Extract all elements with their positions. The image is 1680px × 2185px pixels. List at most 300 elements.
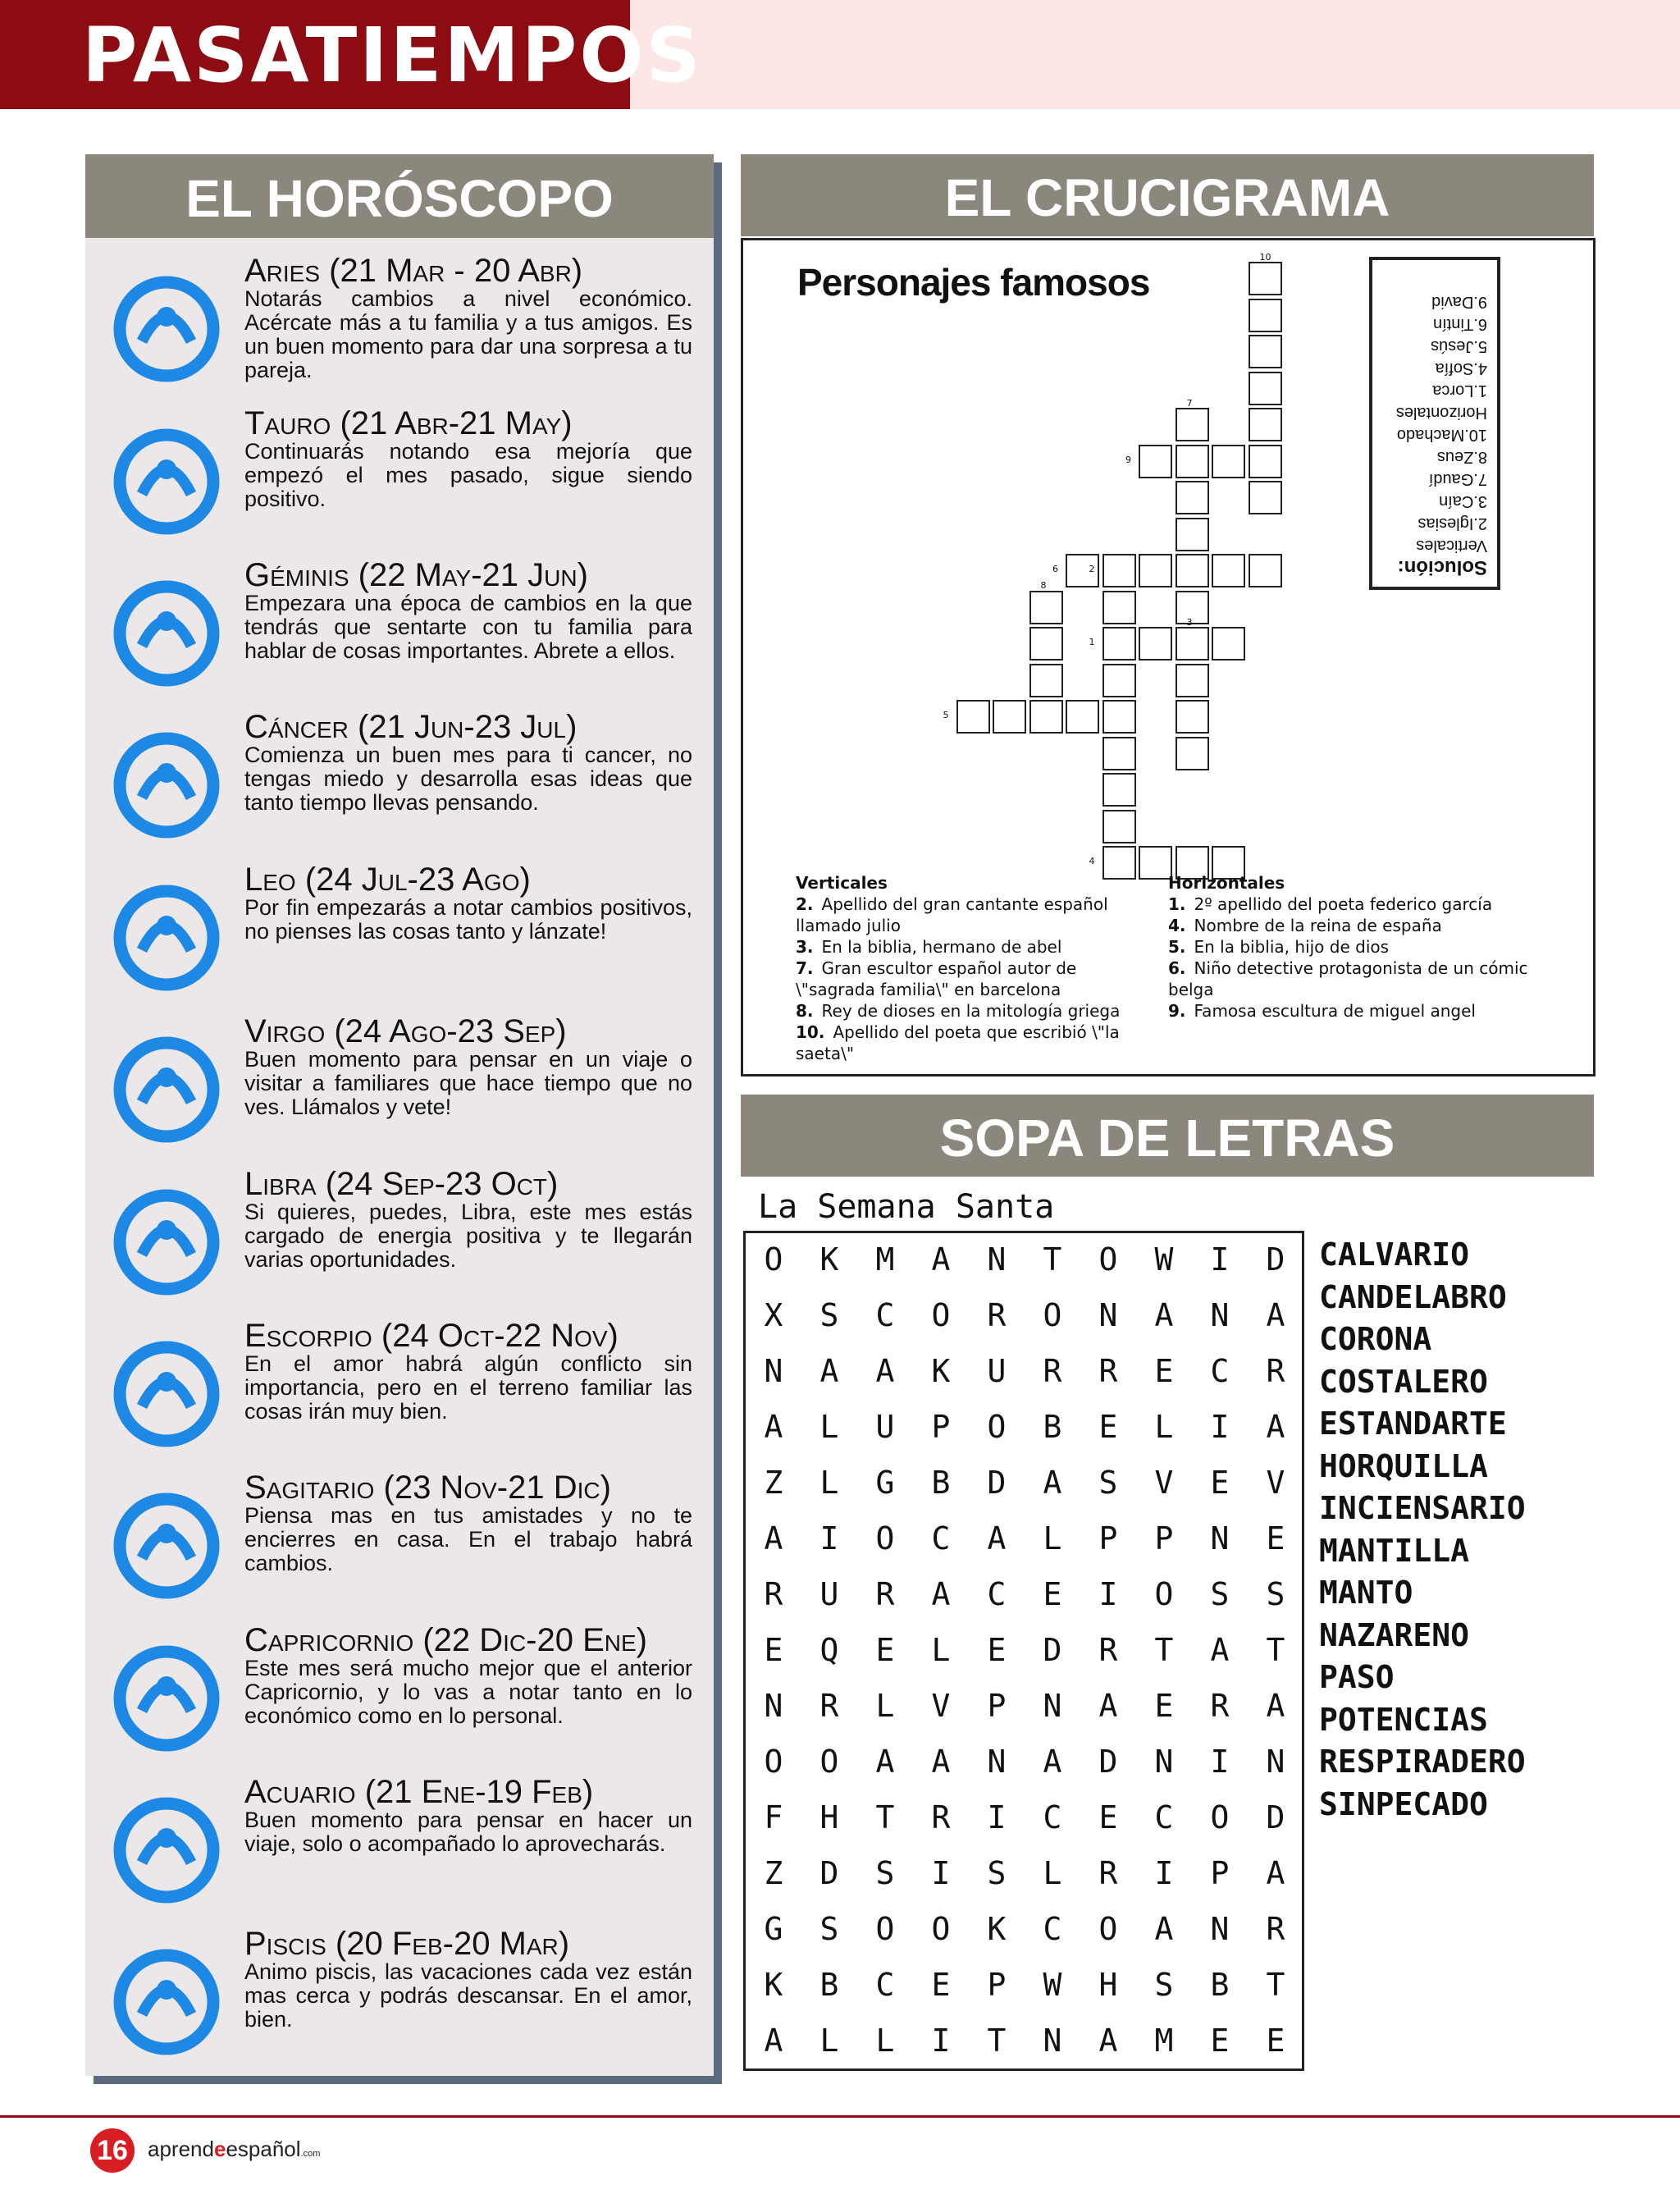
wordsearch-letter[interactable]: T [1266,1967,1285,2003]
wordsearch-letter[interactable]: A [875,1744,895,1780]
wordsearch-letter[interactable]: N [1210,1520,1230,1556]
wordsearch-letter[interactable]: G [764,1911,783,1947]
wordsearch-word: POTENCIAS [1319,1701,1488,1738]
wordsearch-letter[interactable]: Q [819,1632,839,1668]
horoscope-sign [85,1470,714,1622]
crossword-cell[interactable] [1176,518,1209,551]
clue-number: 3. [796,937,814,957]
wordsearch-letter[interactable]: R [1266,1911,1285,1947]
sign-title: Leo (24 Jul-23 Ago) [244,862,531,898]
wordsearch-letter[interactable]: P [1098,1520,1118,1556]
wordsearch-letter[interactable]: K [931,1353,951,1389]
crossword-cell[interactable] [1066,700,1099,734]
clue-number: 6. [1168,958,1186,978]
wordsearch-letter[interactable]: C [1043,1799,1062,1835]
wordsearch-letter[interactable]: I [1210,1744,1230,1780]
sign-title: Sagitario (23 Nov-21 Dic) [244,1470,611,1506]
crossword-number: 10 [1259,251,1271,263]
clue [796,936,1140,958]
wordsearch-letter[interactable]: C [1043,1911,1062,1947]
wordsearch-letter[interactable]: L [875,1688,895,1724]
wordsearch-letter[interactable]: U [819,1576,839,1612]
wordsearch-row [746,1688,1302,1744]
wordsearch-letter[interactable]: S [987,1855,1007,1891]
wordsearch-letter[interactable]: I [931,2023,951,2059]
clue-number: 2. [796,894,814,914]
wordsearch-letter[interactable]: H [819,1799,839,1835]
wordsearch-grid [743,1231,1304,2071]
sign-text: Continuarás notando esa mejoría que empezó el mes pasado, sigue siendo positivo. [244,439,692,511]
wordsearch-letter[interactable]: D [1266,1799,1285,1835]
crossword-number: 9 [1125,454,1131,465]
logo-mark: e [213,2137,226,2161]
crossword-cell[interactable] [1176,627,1209,661]
wordsearch-letter[interactable]: R [1098,1632,1118,1668]
crossword-cell[interactable] [1102,627,1136,661]
crossword-cell[interactable] [956,700,990,734]
solution-line: 9.David [1431,293,1487,311]
footer-logo [148,2137,320,2162]
wordsearch-letter[interactable]: N [1210,1297,1230,1333]
wordsearch-letter[interactable]: D [987,1465,1007,1501]
crossword-title: Personajes famosos [797,261,1150,304]
wordsearch-letter[interactable]: D [1043,1632,1062,1668]
clue [1168,915,1545,936]
clue-number: 7. [796,958,814,978]
sign-text: Buen momento para pensar en un viaje o visitar a familiares que hace tiempo que no ves. Llámalos y vete! [244,1047,692,1119]
crossword-cell[interactable] [1249,554,1282,587]
crossword-cell[interactable] [1102,554,1136,587]
clues-vertical-title: Verticales [796,873,888,893]
solution-lines [1382,290,1487,556]
crossword-cell[interactable] [1176,737,1209,770]
wordsearch-letter[interactable]: I [931,1855,951,1891]
wordsearch-row [746,1967,1302,2023]
wordsearch-letter[interactable]: S [1266,1576,1285,1612]
crossword-number: 5 [943,710,949,720]
wordsearch-header: SOPA DE LETRAS [741,1095,1594,1177]
clue [796,1000,1140,1022]
wordsearch-letter[interactable]: P [931,1409,951,1445]
wordsearch-letter[interactable]: A [1043,1465,1062,1501]
sign-text: Notarás cambios a nivel económico. Acércate más a tu familia y a tus amigos. Es un buen momento para dar una sorpresa a tu pareja. [244,286,692,382]
crossword-cell[interactable] [1102,591,1136,624]
wordsearch-letter[interactable]: O [987,1409,1007,1445]
wordsearch-letter[interactable]: B [1043,1409,1062,1445]
wordsearch-letter[interactable]: C [987,1576,1007,1612]
clue-text: Apellido del poeta que escribió \"la saeta\" [796,1022,1120,1063]
wordsearch-letter[interactable]: E [987,1632,1007,1668]
wordsearch-letter[interactable]: L [819,2023,839,2059]
horoscope-sign [85,253,714,405]
crossword-cell[interactable] [1249,262,1282,295]
wordsearch-letter[interactable]: Z [764,1465,783,1501]
wordsearch-letter[interactable]: W [1043,1967,1062,2003]
crossword-number: 7 [1186,397,1193,409]
wordsearch-letter[interactable]: O [1098,1911,1118,1947]
wordsearch-letter[interactable]: V [1266,1465,1285,1501]
clue-number: 8. [796,1001,814,1021]
wordsearch-letter[interactable]: B [931,1465,951,1501]
wordsearch-letter[interactable]: S [1098,1465,1118,1501]
page-title: PASATIEMPOS [82,11,703,99]
solution-line: 5.Jesús [1431,337,1487,355]
wordsearch-letter[interactable]: K [764,1967,783,2003]
wordsearch-letter[interactable]: N [764,1688,783,1724]
sign-title: Capricornio (22 Dic-20 Ene) [244,1622,647,1658]
wordsearch-letter[interactable]: C [875,1967,895,2003]
wordsearch-letter[interactable]: K [819,1241,839,1278]
wordsearch-letter[interactable]: A [1210,1632,1230,1668]
crossword-cell[interactable] [1249,481,1282,514]
wordsearch-word: MANTO [1319,1575,1413,1611]
sign-title: Escorpio (24 Oct-22 Nov) [244,1318,619,1354]
wordsearch-letter[interactable]: S [1154,1967,1174,2003]
wordsearch-letter[interactable]: E [875,1632,895,1668]
gemini-icon [105,572,228,695]
clue-text: En la biblia, hijo de dios [1194,937,1390,957]
crossword-cell[interactable] [1176,700,1209,734]
wordsearch-letter[interactable]: L [819,1409,839,1445]
wordsearch-letter[interactable]: S [819,1911,839,1947]
wordsearch-letter[interactable]: E [1043,1576,1062,1612]
solution-line: Verticales [1416,537,1487,555]
sign-title: Piscis (20 Feb-20 Mar) [244,1926,570,1962]
wordsearch-subtitle: La Semana Santa [758,1188,1055,1226]
wordsearch-letter[interactable]: N [1154,1744,1174,1780]
wordsearch-letter[interactable]: I [1154,1855,1174,1891]
crossword-cell[interactable] [1029,591,1063,624]
crossword-cell[interactable] [993,700,1026,734]
wordsearch-letter[interactable]: R [1098,1353,1118,1389]
sign-text: Empezara una época de cambios en la que tendrás que sentarte con tu familia para hablar de cosas importantes. Abrete a ellos. [244,591,692,663]
taurus-icon [105,420,228,543]
sign-text: Piensa mas en tus amistades y no te encierres en casa. En el trabajo habrá cambios. [244,1503,692,1575]
wordsearch-letter[interactable]: T [1266,1632,1285,1668]
wordsearch-letter[interactable]: E [1098,1799,1118,1835]
solution-line: 10.Machado [1396,426,1487,444]
wordsearch-letter[interactable]: U [987,1353,1007,1389]
wordsearch-letter[interactable]: I [987,1799,1007,1835]
wordsearch-letter[interactable]: N [1043,2023,1062,2059]
wordsearch-letter[interactable]: O [931,1297,951,1333]
wordsearch-letter[interactable]: S [819,1297,839,1333]
wordsearch-letter[interactable]: D [1266,1241,1285,1278]
wordsearch-letter[interactable]: B [1210,1967,1230,2003]
wordsearch-letter[interactable]: A [931,1744,951,1780]
solution-line: 4.Sofía [1435,359,1487,377]
wordsearch-letter[interactable]: M [875,1241,895,1278]
wordsearch-letter[interactable]: P [1154,1520,1174,1556]
wordsearch-letter[interactable]: G [875,1465,895,1501]
wordsearch-row [746,1353,1302,1409]
wordsearch-word: MANTILLA [1319,1532,1470,1569]
wordsearch-letter[interactable]: O [875,1520,895,1556]
wordsearch-letter[interactable]: N [1043,1688,1062,1724]
wordsearch-letter[interactable]: T [1043,1241,1062,1278]
aquarius-icon [105,1789,228,1912]
wordsearch-letter[interactable]: C [875,1297,895,1333]
crossword-cell[interactable] [1249,299,1282,332]
horoscope-sign [85,1013,714,1166]
crossword-cell[interactable] [1029,664,1063,697]
crossword-cell[interactable] [1249,445,1282,478]
wordsearch-letter[interactable]: T [1154,1632,1174,1668]
wordsearch-letter[interactable]: I [1210,1409,1230,1445]
wordsearch-letter[interactable]: H [1098,1967,1118,2003]
wordsearch-row [746,1576,1302,1632]
solution-line: 6.Tintín [1433,315,1487,333]
sign-text: Buen momento para pensar en hacer un viaje, solo o acompañado lo aprovecharás. [244,1808,692,1856]
crossword-cell[interactable] [1102,737,1136,770]
wordsearch-letter[interactable]: A [1154,1911,1174,1947]
wordsearch-letter[interactable]: T [875,1799,895,1835]
wordsearch-letter[interactable]: L [875,2023,895,2059]
wordsearch-letter[interactable]: A [931,1241,951,1278]
crossword-cell[interactable] [1176,445,1209,478]
wordsearch-letter[interactable]: A [931,1576,951,1612]
wordsearch-letter[interactable]: O [819,1744,839,1780]
horoscope-sign [85,1318,714,1470]
sign-text: Si quieres, puedes, Libra, este mes estás cargado de energia positiva y te llegarán varias oportunidades. [244,1200,692,1272]
crossword-cell[interactable] [1212,445,1245,478]
wordsearch-letter[interactable]: E [1154,1353,1174,1389]
wordsearch-letter[interactable]: R [1266,1353,1285,1389]
wordsearch-letter[interactable]: A [1266,1297,1285,1333]
crossword-cell[interactable] [1212,627,1245,661]
wordsearch-word: COSTALERO [1319,1363,1488,1400]
wordsearch-word-list [1319,1234,1526,1826]
wordsearch-letter[interactable]: A [1154,1297,1174,1333]
sign-text: En el amor habrá algún conflicto sin importancia, pero en el terreno familiar las cosas irán muy bien. [244,1351,692,1424]
wordsearch-letter[interactable]: N [987,1241,1007,1278]
crossword-cell[interactable] [1102,664,1136,697]
wordsearch-letter[interactable]: U [875,1409,895,1445]
solution-line: 1.Lorca [1432,382,1487,400]
wordsearch-letter[interactable]: R [819,1688,839,1724]
wordsearch-letter[interactable]: I [1098,1576,1118,1612]
horoscope-header: EL HORÓSCOPO [85,154,714,238]
wordsearch-letter[interactable]: S [1210,1576,1230,1612]
sign-title: Acuario (21 Ene-19 Feb) [244,1774,594,1810]
wordsearch-letter[interactable]: L [931,1632,951,1668]
wordsearch-letter[interactable]: N [987,1744,1007,1780]
wordsearch-letter[interactable]: R [987,1297,1007,1333]
wordsearch-letter[interactable]: V [931,1688,951,1724]
wordsearch-letter[interactable]: O [931,1911,951,1947]
crossword-cell[interactable] [1249,408,1282,441]
wordsearch-letter[interactable]: E [1210,1465,1230,1501]
wordsearch-letter[interactable]: W [1154,1241,1174,1278]
wordsearch-letter[interactable]: P [1210,1855,1230,1891]
wordsearch-letter[interactable]: S [875,1855,895,1891]
wordsearch-word: PASO [1319,1659,1395,1695]
crossword-cell[interactable] [1029,700,1063,734]
wordsearch-letter[interactable]: R [1210,1688,1230,1724]
wordsearch-letter[interactable]: E [1266,1520,1285,1556]
sign-text: Este mes será mucho mejor que el anterior Capricornio, y lo vas a notar tanto en lo económico como en lo personal. [244,1656,692,1728]
wordsearch-letter[interactable]: I [1210,1241,1230,1278]
crossword-cell[interactable] [1139,627,1172,661]
wordsearch-word: SINPECADO [1319,1785,1488,1822]
sign-text: Comienza un buen mes para ti cancer, no tengas miedo y desarrolla esas ideas que tanto tiempo llevas pensando. [244,743,692,815]
horoscope-sign [85,557,714,710]
wordsearch-letter[interactable]: E [1210,2023,1230,2059]
wordsearch-letter[interactable]: Z [764,1855,783,1891]
clues-vertical [796,872,1140,1064]
wordsearch-letter[interactable]: A [1266,1409,1285,1445]
wordsearch-letter[interactable]: R [764,1576,783,1612]
crossword-cell[interactable] [1176,408,1209,441]
solution-title: Solución: [1397,556,1487,578]
libra-icon [105,1181,228,1304]
clue-number: 4. [1168,916,1186,935]
virgo-icon [105,1028,228,1151]
sign-title: Géminis (22 May-21 Jun) [244,557,588,593]
wordsearch-letter[interactable]: A [764,1520,783,1556]
wordsearch-letter[interactable]: R [875,1576,895,1612]
crossword-number: 2 [1089,564,1095,574]
wordsearch-letter[interactable]: A [1266,1688,1285,1724]
wordsearch-letter[interactable]: A [875,1353,895,1389]
wordsearch-word: RESPIRADERO [1319,1744,1526,1780]
clue-text: Apellido del gran cantante español llamado julio [796,894,1108,935]
wordsearch-letter[interactable]: R [1043,1353,1062,1389]
wordsearch-letter[interactable]: E [931,1967,951,2003]
crossword-cell[interactable] [1139,445,1172,478]
wordsearch-letter[interactable]: N [1266,1744,1285,1780]
crossword-cell[interactable] [1139,846,1172,880]
wordsearch-letter[interactable]: E [764,1632,783,1668]
crossword-cell[interactable] [1176,664,1209,697]
wordsearch-letter[interactable]: C [1154,1799,1174,1835]
wordsearch-letter[interactable]: R [1098,1855,1118,1891]
wordsearch-letter[interactable]: A [1266,1855,1285,1891]
wordsearch-letter[interactable]: N [764,1353,783,1389]
wordsearch-letter[interactable]: V [1154,1465,1174,1501]
clue-number: 9. [1168,1001,1186,1021]
wordsearch-letter[interactable]: A [819,1353,839,1389]
wordsearch-row [746,1744,1302,1799]
wordsearch-letter[interactable]: P [987,1688,1007,1724]
clue-text: Rey de dioses en la mitología griega [821,1001,1121,1021]
capricorn-icon [105,1637,228,1760]
wordsearch-word: CORONA [1319,1321,1432,1357]
wordsearch-letter[interactable]: L [819,1465,839,1501]
wordsearch-letter[interactable]: E [1154,1688,1174,1724]
wordsearch-letter[interactable]: O [764,1744,783,1780]
crossword-cell[interactable] [1249,372,1282,405]
sign-title: Tauro (21 Abr-21 May) [244,405,573,441]
wordsearch-row [746,1409,1302,1465]
crossword-cell[interactable] [1249,335,1282,368]
wordsearch-letter[interactable]: L [1154,1409,1174,1445]
wordsearch-letter[interactable]: I [819,1520,839,1556]
crossword-box [741,238,1596,1077]
wordsearch-letter[interactable]: A [764,1409,783,1445]
wordsearch-letter[interactable]: D [819,1855,839,1891]
wordsearch-letter[interactable]: A [764,2023,783,2059]
horoscope-sign [85,405,714,558]
wordsearch-letter[interactable]: F [764,1799,783,1835]
crossword-cell[interactable] [1176,554,1209,587]
sign-text: Por fin empezarás a notar cambios positivos, no pienses las cosas tanto y lánzate! [244,895,692,944]
wordsearch-letter[interactable]: R [931,1799,951,1835]
wordsearch-letter[interactable]: O [875,1911,895,1947]
wordsearch-letter[interactable]: E [1098,1409,1118,1445]
wordsearch-letter[interactable]: O [1154,1576,1174,1612]
clue [796,1022,1140,1064]
crossword-number: 1 [1089,637,1095,647]
crossword-cell[interactable] [1102,700,1136,734]
clue-text: Famosa escultura de miguel angel [1194,1001,1476,1021]
clue [1168,894,1545,915]
sagittarius-icon [105,1484,228,1607]
wordsearch-letter[interactable]: A [1043,1744,1062,1780]
crossword-cell[interactable] [1139,554,1172,587]
sign-text: Animo piscis, las vacaciones cada vez están mas cerca y podrás descansar. En el amor, bien. [244,1959,692,2032]
sign-title: Aries (21 Mar - 20 Abr) [244,253,583,289]
wordsearch-letter[interactable]: T [987,2023,1007,2059]
wordsearch-word: CANDELABRO [1319,1278,1507,1315]
wordsearch-letter[interactable]: K [987,1911,1007,1947]
wordsearch-letter[interactable]: P [987,1967,1007,2003]
wordsearch-letter[interactable]: B [819,1967,839,2003]
wordsearch-word: INCIENSARIO [1319,1490,1526,1526]
wordsearch-letter[interactable]: L [1043,1520,1062,1556]
crossword-cell[interactable] [1212,554,1245,587]
crossword-cell[interactable] [1102,810,1136,843]
wordsearch-letter[interactable]: A [1098,2023,1118,2059]
wordsearch-letter[interactable]: O [1098,1241,1118,1278]
wordsearch-letter[interactable]: O [1043,1297,1062,1333]
wordsearch-row [746,1520,1302,1576]
horoscope-sign [85,709,714,862]
solution-line: Horizontales [1395,404,1487,422]
wordsearch-letter[interactable]: E [1266,2023,1285,2059]
wordsearch-letter[interactable]: M [1154,2023,1174,2059]
crossword-cell[interactable] [1029,627,1063,661]
wordsearch-letter[interactable]: C [1210,1353,1230,1389]
wordsearch-row [746,1855,1302,1911]
crossword-number: 8 [1040,580,1047,592]
wordsearch-letter[interactable]: D [1098,1744,1118,1780]
wordsearch-letter[interactable]: N [1098,1297,1118,1333]
solution-line: 7.Gaudí [1428,470,1487,488]
wordsearch-letter[interactable]: L [1043,1855,1062,1891]
solution-line: 2.Iglesias [1418,514,1487,533]
page-number: 16 [90,2128,135,2173]
wordsearch-letter[interactable]: N [1210,1911,1230,1947]
horoscope-sign [85,1926,714,2078]
clue-text: Niño detective protagonista de un cómic belga [1168,958,1528,999]
wordsearch-letter[interactable]: O [764,1241,783,1278]
wordsearch-letter[interactable]: X [764,1297,783,1333]
crossword-cell[interactable] [1102,773,1136,807]
cancer-icon [105,724,228,847]
clues-horizontal-title: Horizontales [1168,873,1285,893]
wordsearch-letter[interactable]: O [1210,1799,1230,1835]
wordsearch-letter[interactable]: A [1098,1688,1118,1724]
wordsearch-row [746,1632,1302,1688]
clue [796,894,1140,936]
logo-text-sub: .com [300,2149,321,2159]
wordsearch-letter[interactable]: A [987,1520,1007,1556]
crossword-cell[interactable] [1176,481,1209,514]
wordsearch-word: ESTANDARTE [1319,1406,1507,1442]
clue-text: Gran escultor español autor de \"sagrada familia\" en barcelona [796,958,1077,999]
wordsearch-letter[interactable]: C [931,1520,951,1556]
